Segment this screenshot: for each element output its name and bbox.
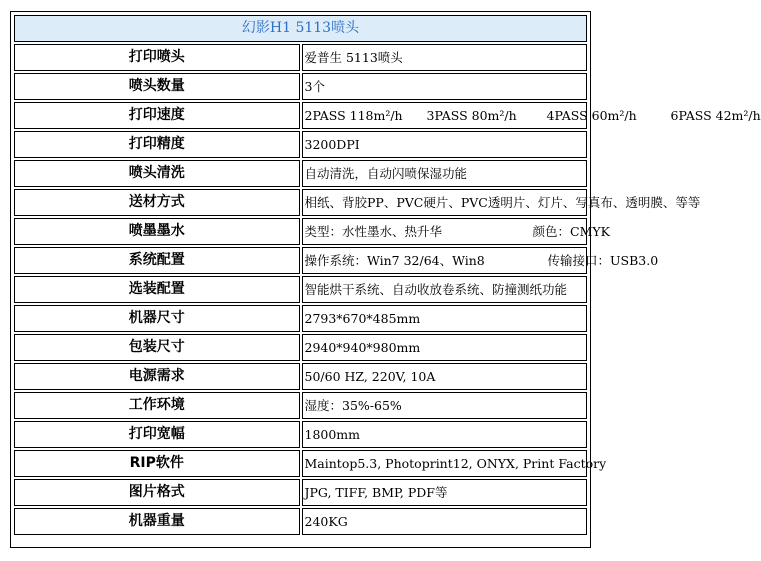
- speed-3pass: 3PASS 80m²/h: [426, 108, 517, 123]
- row-value: 50/60 HZ, 220V, 10A: [302, 363, 588, 390]
- table-row: [14, 334, 587, 361]
- row-label: 打印喷头: [14, 44, 300, 71]
- row-label: 机器重量: [14, 508, 300, 535]
- spec-table: [12, 13, 761, 537]
- row-label: 工作环境: [14, 392, 300, 419]
- row-value: 3个: [302, 73, 588, 100]
- table-row: [14, 102, 587, 129]
- row-value: 自动清洗，自动闪喷保湿功能: [302, 160, 588, 187]
- row-label: RIP软件: [14, 450, 300, 477]
- row-label: 电源需求: [14, 363, 300, 390]
- row-value: Maintop5.3, Photoprint12, ONYX, Print Factory: [302, 450, 588, 477]
- row-label: 喷头数量: [14, 73, 300, 100]
- table-row: [14, 247, 587, 274]
- row-label: 机器尺寸: [14, 305, 300, 332]
- row-value: JPG, TIFF, BMP, PDF等: [302, 479, 588, 506]
- row-label: 系统配置: [14, 247, 300, 274]
- row-label: 包装尺寸: [14, 334, 300, 361]
- table-row: [14, 44, 587, 71]
- table-row: [14, 189, 587, 216]
- row-value: 智能烘干系统、自动收放卷系统、防撞测纸功能: [302, 276, 588, 303]
- interface-config: 传输接口：USB3.0: [547, 253, 659, 268]
- row-value: 2940*940*980mm: [302, 334, 588, 361]
- spec-sheet: [10, 11, 761, 548]
- row-value: [302, 102, 761, 129]
- table-row: [14, 363, 587, 390]
- speed-6pass: 6PASS 42m²/h: [670, 108, 761, 123]
- row-value: 2793*670*485mm: [302, 305, 588, 332]
- row-label: 送材方式: [14, 189, 300, 216]
- table-row: [14, 305, 587, 332]
- row-value: 3200DPI: [302, 131, 588, 158]
- row-value: 湿度：35%-65%: [302, 392, 588, 419]
- table-row: [14, 131, 587, 158]
- table-row: [14, 421, 587, 448]
- table-row: [14, 450, 587, 477]
- row-value: 1800mm: [302, 421, 588, 448]
- table-row: [14, 160, 587, 187]
- speed-2pass: 2PASS 118m²/h: [304, 108, 403, 123]
- row-label: 喷头清洗: [14, 160, 300, 187]
- table-row: [14, 479, 587, 506]
- table-row: [14, 392, 587, 419]
- row-label: 喷墨墨水: [14, 218, 300, 245]
- table-row: [14, 276, 587, 303]
- ink-type: 类型：水性墨水、热升华: [304, 224, 443, 239]
- ink-color: 颜色：CMYK: [532, 224, 610, 239]
- table-title: 幻影H1 5113喷头: [14, 15, 587, 42]
- row-value: [302, 218, 610, 245]
- speed-4pass: 4PASS 60m²/h: [546, 108, 637, 123]
- os-config: 操作系统：Win7 32/64、Win8: [304, 253, 485, 268]
- row-label: 打印速度: [14, 102, 300, 129]
- row-value: 爱普生 5113喷头: [302, 44, 588, 71]
- row-label: 打印精度: [14, 131, 300, 158]
- row-label: 图片格式: [14, 479, 300, 506]
- table-row: [14, 73, 587, 100]
- table-row: [14, 508, 587, 535]
- title-row: [14, 15, 587, 42]
- row-value: [302, 247, 659, 274]
- table-row: [14, 218, 587, 245]
- row-label: 打印宽幅: [14, 421, 300, 448]
- row-value: 相纸、背胶PP、PVC硬片、PVC透明片、灯片、写真布、透明膜、等等: [302, 189, 588, 216]
- row-label: 选装配置: [14, 276, 300, 303]
- row-value: 240KG: [302, 508, 588, 535]
